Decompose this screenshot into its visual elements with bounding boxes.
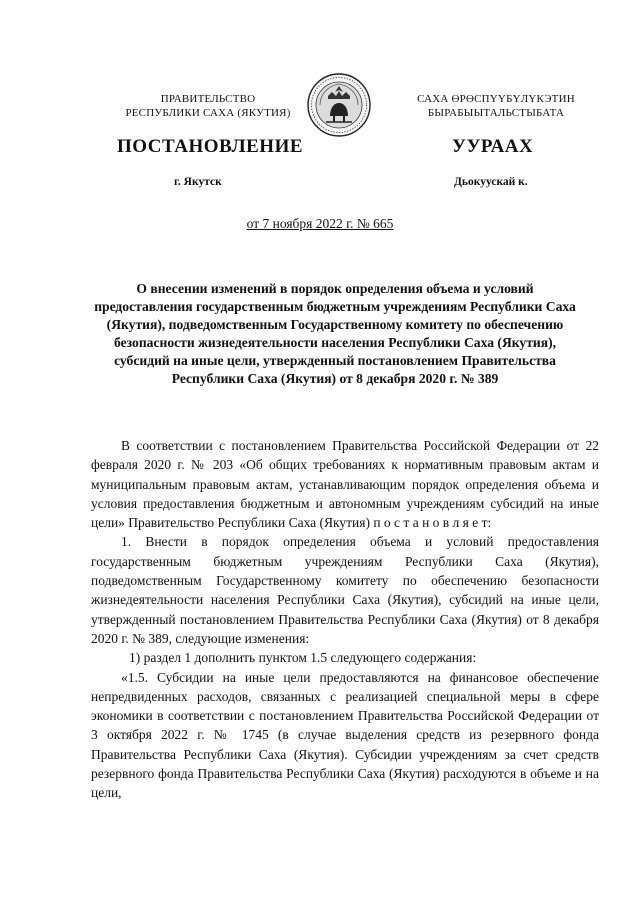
coat-of-arms-icon [306, 72, 372, 138]
header-left-line2: РЕСПУБЛИКИ САХА (ЯКУТИЯ) [125, 107, 291, 119]
document-body [91, 436, 599, 803]
header-right-line2: БЫРАБЫЫТАЛЬСТЫБАТА [427, 107, 565, 119]
city-ru: г. Якутск [174, 176, 222, 188]
paragraph-clause-1-5: «1.5. Субсидии на иные цели предоставляются на финансовое обеспечение непредвиденных расходов, связанных с реализацией специальной меры в сфере экономики в соответствии с постановлением Правительства Российской Федерации от 3 октября 2022 г. № 1745 (в случае выделения средств из резервного фонда Правительства Республики Саха (Якутия). Субсидии учреждениям за счет средств резервного фонда Правительства Республики Саха (Якутия) расходуются в объеме и на цели, [91, 669, 599, 801]
paragraph-preamble: В соответствии с постановлением Правительства Российской Федерации от 22 февраля 2020 г. № 203 «Об общих требованиях к нормативным правовым актам и муниципальным правовым актам, устанавливающим порядок определения объема и условия предоставления бюджетным и автономным учреждениям субсидий на иные цели» Правительство Республики Саха (Якутия) п о с т а н о в л я е т: [91, 438, 599, 531]
header-right-line1: САХА ӨРӨСПҮҮБҮЛҮКЭТИН [417, 93, 575, 105]
decree-title-sakha: УУРААХ [452, 136, 534, 157]
decree-title-ru: ПОСТАНОВЛЕНИЕ [117, 136, 304, 157]
header-left-line1: ПРАВИТЕЛЬСТВО [160, 93, 256, 105]
document-title: О внесении изменений в порядок определения объема и условий предоставления государственным бюджетным учреждениям Республики Саха (Якутия), подведомственным Государственному комитету по обеспечению безопасности жизнедеятельности населения Республики Саха (Якутия), субсидий на иные цели, утвержденный постановлением Правительства Республики Саха (Якутия) от 8 декабря 2020 г. № 389 [94, 281, 576, 386]
header-right [386, 92, 606, 120]
date-number-text: от 7 ноября 2022 г. № 665 [246, 216, 394, 231]
paragraph-item-1: 1. Внести в порядок определения объема и условий предоставления государственным бюджетным учреждениям Республики Саха (Якутия), подведомственным Государственному комитету по обеспечению безопасности жизнедеятельности населения Республики Саха (Якутия), субсидий на иные цели, утвержденный постановлением Правительства Республики Саха (Якутия) от 8 декабря 2020 г. № 389, следующие изменения: [91, 534, 599, 646]
city-sakha: Дьокуускай к. [454, 176, 528, 188]
date-number [0, 216, 640, 232]
paragraph-subitem-1: 1) раздел 1 дополнить пунктом 1.5 следующего содержания: [129, 650, 477, 666]
header-left [108, 92, 308, 120]
